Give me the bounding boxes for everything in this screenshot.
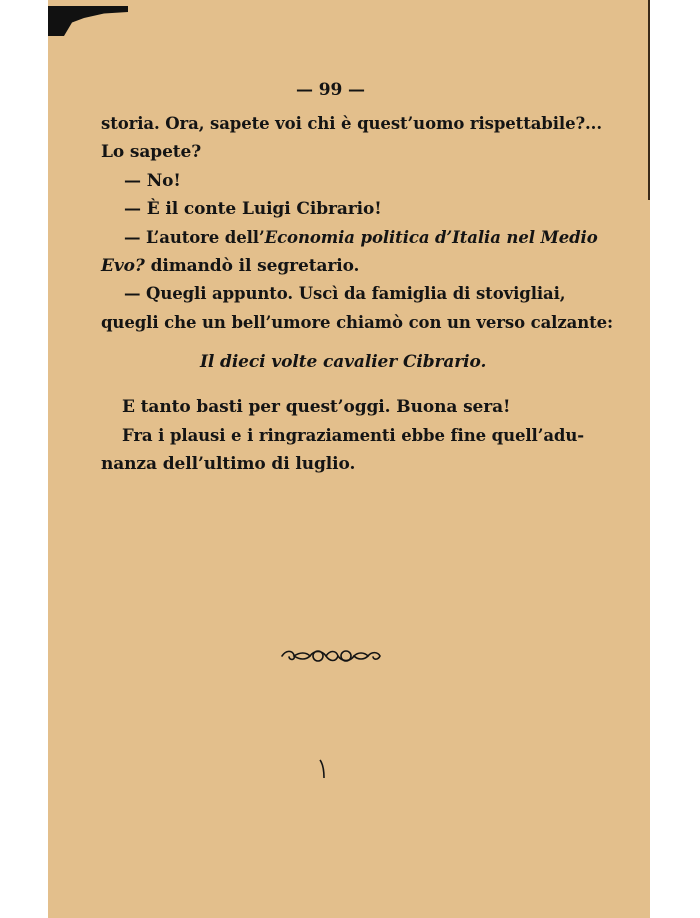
text-line: storia. Ora, sapete voi chi è quest’uomo rispettabile?... — [101, 114, 602, 133]
book-title-italic: Economia politica d’Italia nel Medio — [264, 228, 598, 247]
text-line: Fra i plausi e i ringraziamenti ebbe fine quell’adu- — [122, 426, 585, 445]
text-line — [124, 228, 598, 247]
text-line: — Quegli appunto. Uscì da famiglia di stovigliai, — [124, 284, 566, 303]
ink-mark — [318, 758, 326, 780]
text-line: E tanto basti per quest’oggi. Buona sera! — [122, 397, 511, 417]
text-line: — È il conte Luigi Cibrario! — [124, 199, 382, 219]
text-line — [101, 256, 359, 276]
text-span: dimandò il segretario. — [144, 256, 360, 276]
page-edge-line — [648, 0, 650, 200]
verse-quote: Il dieci volte cavalier Cibrario. — [200, 352, 487, 372]
page-number: — 99 — — [296, 80, 365, 100]
text-line: quegli che un bell’umore chiamò con un verso calzante: — [101, 313, 614, 332]
text-span: — L’autore dell’ — [124, 228, 265, 247]
text-line: Lo sapete? — [101, 142, 202, 162]
text-line: nanza dell’ultimo di luglio. — [101, 454, 356, 474]
scroll-ornament-icon — [280, 646, 384, 666]
text-line: — No! — [124, 171, 181, 191]
book-title-italic: Evo? — [101, 256, 145, 276]
